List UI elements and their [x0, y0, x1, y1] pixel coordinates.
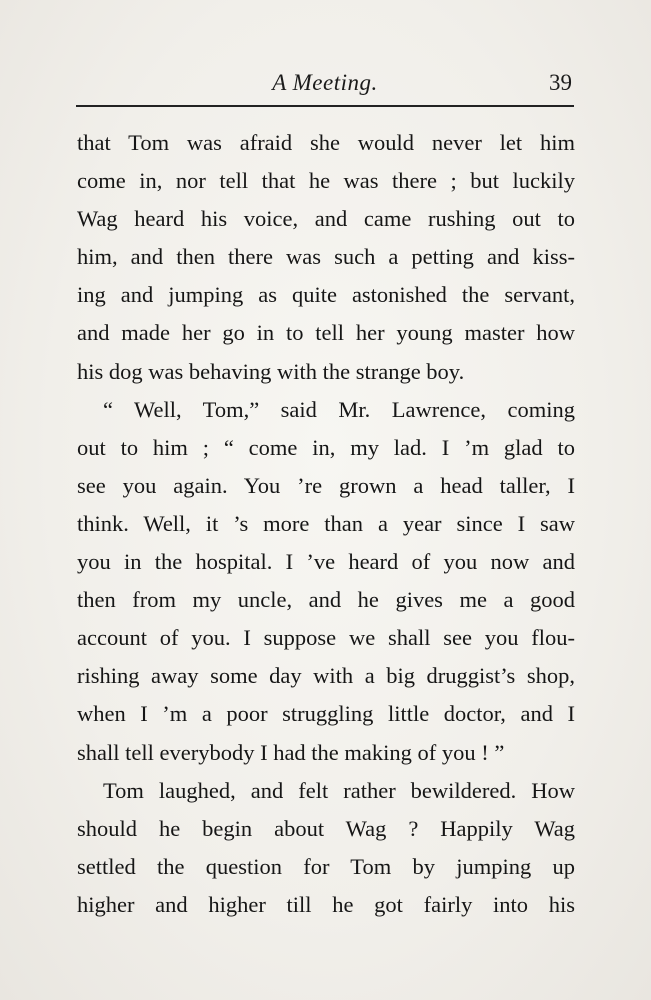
- text-line: shall tell everybody I had the making of you ! ”: [77, 739, 505, 765]
- page-number: 39: [549, 70, 572, 95]
- text-line: you in the hospital. I ’ve heard of you now and: [77, 549, 575, 575]
- text-line: out to him ; “ come in, my lad. I ’m glad to: [77, 434, 575, 460]
- text-line: that Tom was afraid she would never let him: [77, 130, 575, 155]
- body-text: [77, 124, 575, 924]
- text-line: and made her go in to tell her young master how: [77, 320, 575, 346]
- text-line: when I ’m a poor struggling little doctor, and I: [77, 701, 575, 727]
- text-line: “ Well, Tom,” said Mr. Lawrence, coming: [103, 396, 575, 422]
- text-line: settled the question for Tom by jumping up: [77, 853, 575, 879]
- text-line: Tom laughed, and felt rather bewildered. How: [103, 777, 575, 803]
- running-title: A Meeting.: [272, 70, 378, 95]
- text-line: ing and jumping as quite astonished the servant,: [77, 282, 575, 308]
- text-line: Wag heard his voice, and came rushing out to: [77, 206, 575, 232]
- text-line: higher and higher till he got fairly into his: [77, 891, 575, 917]
- text-line: see you again. You ’re grown a head taller, I: [77, 472, 575, 498]
- text-line: account of you. I suppose we shall see you flou-: [77, 625, 575, 651]
- page-header: [76, 66, 574, 106]
- text-line: think. Well, it ’s more than a year since I saw: [77, 510, 575, 536]
- text-line: come in, nor tell that he was there ; but luckily: [77, 168, 575, 194]
- text-line: rishing away some day with a big druggist’s shop,: [77, 663, 575, 689]
- text-line: his dog was behaving with the strange boy.: [77, 358, 465, 384]
- text-line: him, and then there was such a petting and kiss-: [77, 244, 575, 270]
- header-rule: [76, 105, 574, 107]
- text-line: then from my uncle, and he gives me a good: [77, 587, 575, 613]
- text-line: should he begin about Wag ? Happily Wag: [77, 815, 575, 841]
